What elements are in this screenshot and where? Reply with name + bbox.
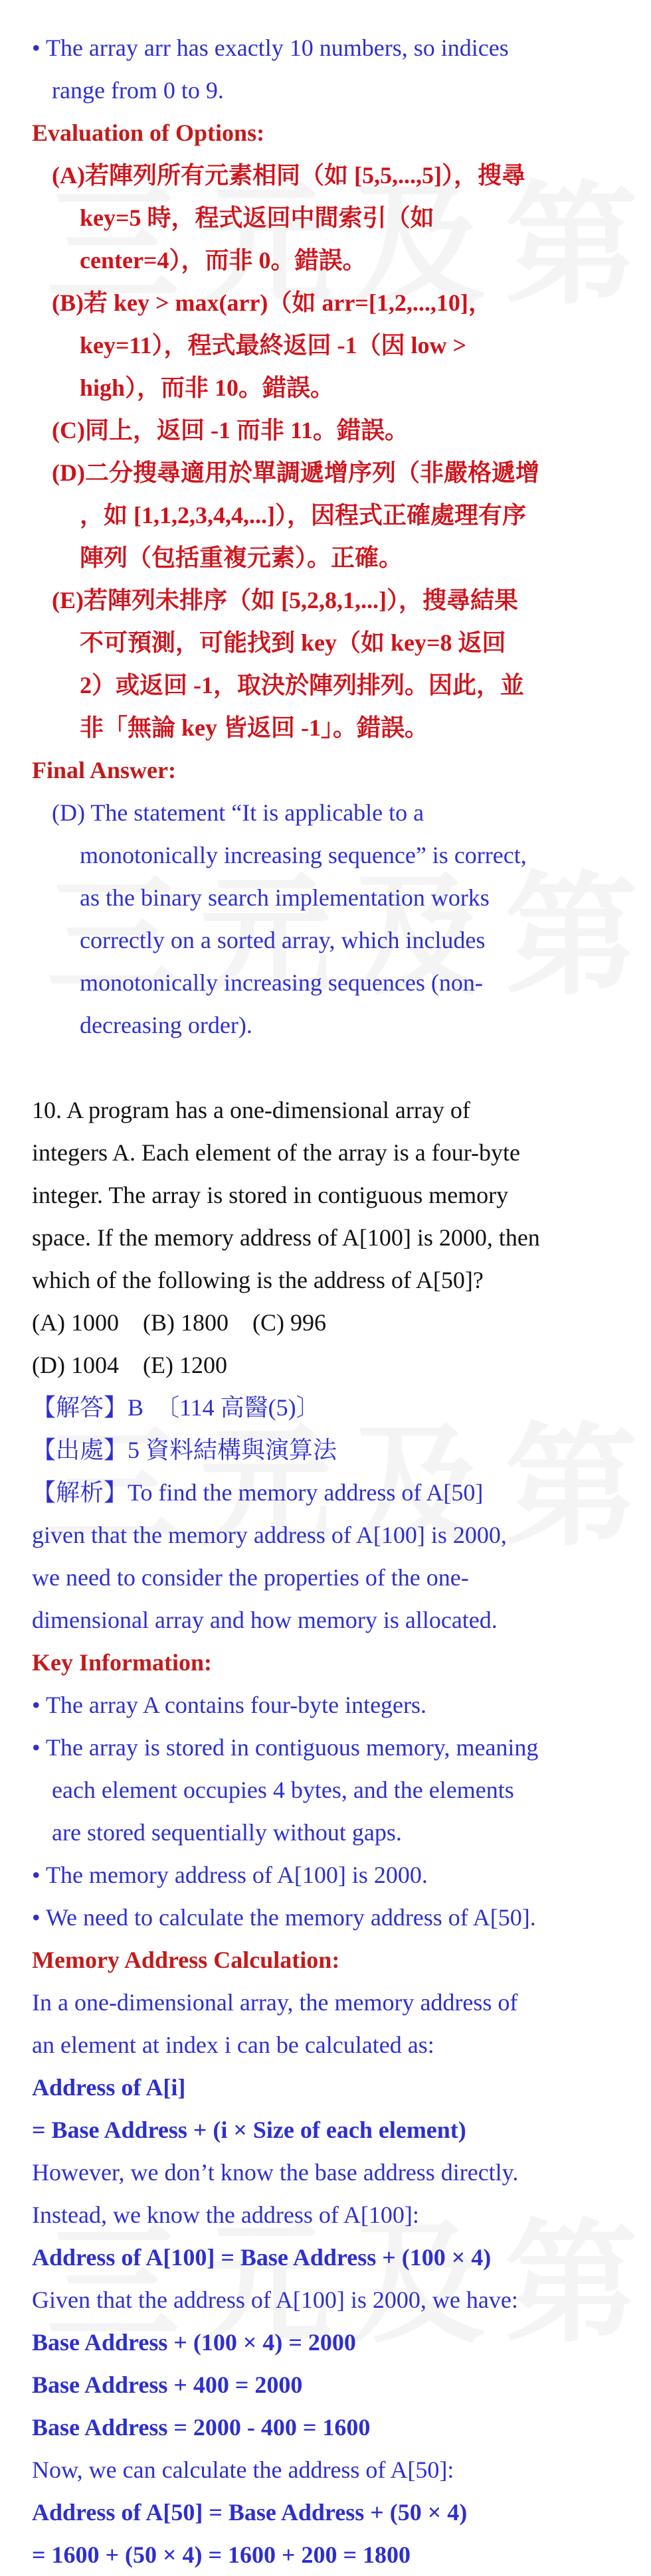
question-line: 10. A program has a one-dimensional array of [32,1097,470,1123]
final-answer-line: monotonically increasing sequence” is correct, [80,842,527,868]
option-b-line: (B)若 key > max(arr)（如 arr=[1,2,...,10]， [52,289,492,316]
final-answer-line: decreasing order). [80,1012,252,1038]
option-a-line: (A)若陣列所有元素相同（如 [5,5,...,5]），搜尋 [52,162,525,189]
explanation-line: given that the memory address of A[100] is 2000, [32,1522,507,1548]
explanation-line: dimensional array and how memory is allocated. [32,1607,498,1633]
formula-line: Base Address = 2000 - 400 = 1600 [32,2414,371,2441]
option-a-line: key=5 時，程式返回中間索引（如 [80,204,434,231]
formula-line: Address of A[i] [32,2074,186,2101]
document-page [32,27,630,2576]
text-line: each element occupies 4 bytes, and the elements [52,1777,514,1803]
text-line: range from 0 to 9. [52,77,224,104]
section-heading: Memory Address Calculation: [32,1947,340,1973]
question-line: integers A. Each element of the array is a four-byte [32,1139,520,1166]
question-line: which of the following is the address of A[50]? [32,1267,484,1293]
section-heading: Final Answer: [32,757,177,783]
option-c-line: (C)同上，返回 -1 而非 11。錯誤。 [52,417,409,443]
bullet-line: • The array A contains four-byte integers. [32,1692,427,1718]
final-answer-line: (D) The statement “It is applicable to a [52,799,424,826]
formula-line: = Base Address + (i × Size of each element) [32,2117,466,2143]
text-line: Now, we can calculate the address of A[50]: [32,2456,454,2483]
section-heading: Evaluation of Options: [32,120,265,146]
option-d-line: (D)二分搜尋適用於單調遞增序列（非嚴格遞增 [52,459,539,486]
text-line: are stored sequentially without gaps. [52,1819,402,1846]
bullet-line: • The array arr has exactly 10 numbers, so indices [32,35,509,61]
option-a-line: center=4），而非 0。錯誤。 [80,247,367,274]
question-line: integer. The array is stored in contiguous memory [32,1182,509,1208]
source-line: 【出處】5 資料結構與演算法 [32,1437,337,1463]
formula-line: Address of A[50] = Base Address + (50 × 4) [32,2499,468,2526]
option-b-line: key=11），程式最終返回 -1（因 low > [80,332,467,359]
answer-line: 【解答】B 〔114 高醫(5)〕 [32,1394,320,1421]
option-e-line: 2）或返回 -1，取決於陣列排列。因此，並 [80,672,524,698]
option-e-line: 不可預測，可能找到 key（如 key=8 返回 [80,629,506,656]
option-d-line: 陣列（包括重複元素）。正確。 [80,544,403,571]
text-line: In a one-dimensional array, the memory address of [32,1989,518,2016]
explanation-line: we need to consider the properties of the one- [32,1564,469,1591]
formula-line: Base Address + 400 = 2000 [32,2372,303,2398]
formula-line: Base Address + (100 × 4) = 2000 [32,2329,356,2356]
option-e-line: 非「無論 key 皆返回 -1」。錯誤。 [80,714,428,741]
explanation-line: 【解析】To find the memory address of A[50] [32,1479,484,1506]
formula-line: = 1600 + (50 × 4) = 1600 + 200 = 1800 [32,2541,411,2568]
bullet-line: • The memory address of A[100] is 2000. [32,1862,428,1888]
choices-line: (D) 1004 (E) 1200 [32,1352,227,1378]
text-line: Given that the address of A[100] is 2000, we have: [32,2287,518,2313]
bullet-line: • The array is stored in contiguous memory, meaning [32,1734,539,1761]
final-answer-line: monotonically increasing sequences (non- [80,969,483,996]
option-d-line: ，如 [1,1,2,3,4,4,...]），因程式正確處理有序 [80,502,526,528]
final-answer-line: as the binary search implementation works [80,884,490,911]
final-answer-line: correctly on a sorted array, which includes [80,927,486,953]
text-line: Instead, we know the address of A[100]: [32,2202,419,2228]
choices-line: (A) 1000 (B) 1800 (C) 996 [32,1309,326,1336]
option-b-line: high），而非 10。錯誤。 [80,374,335,401]
formula-line: Address of A[100] = Base Address + (100 × 4) [32,2244,492,2271]
option-e-line: (E)若陣列未排序（如 [5,2,8,1,...]），搜尋結果 [52,587,518,613]
section-heading: Key Information: [32,1649,212,1676]
text-line: an element at index i can be calculated as: [32,2032,434,2058]
bullet-line: • We need to calculate the memory address of A[50]. [32,1904,536,1931]
text-line: However, we don’t know the base address directly. [32,2159,519,2186]
question-line: space. If the memory address of A[100] is 2000, then [32,1224,540,1251]
